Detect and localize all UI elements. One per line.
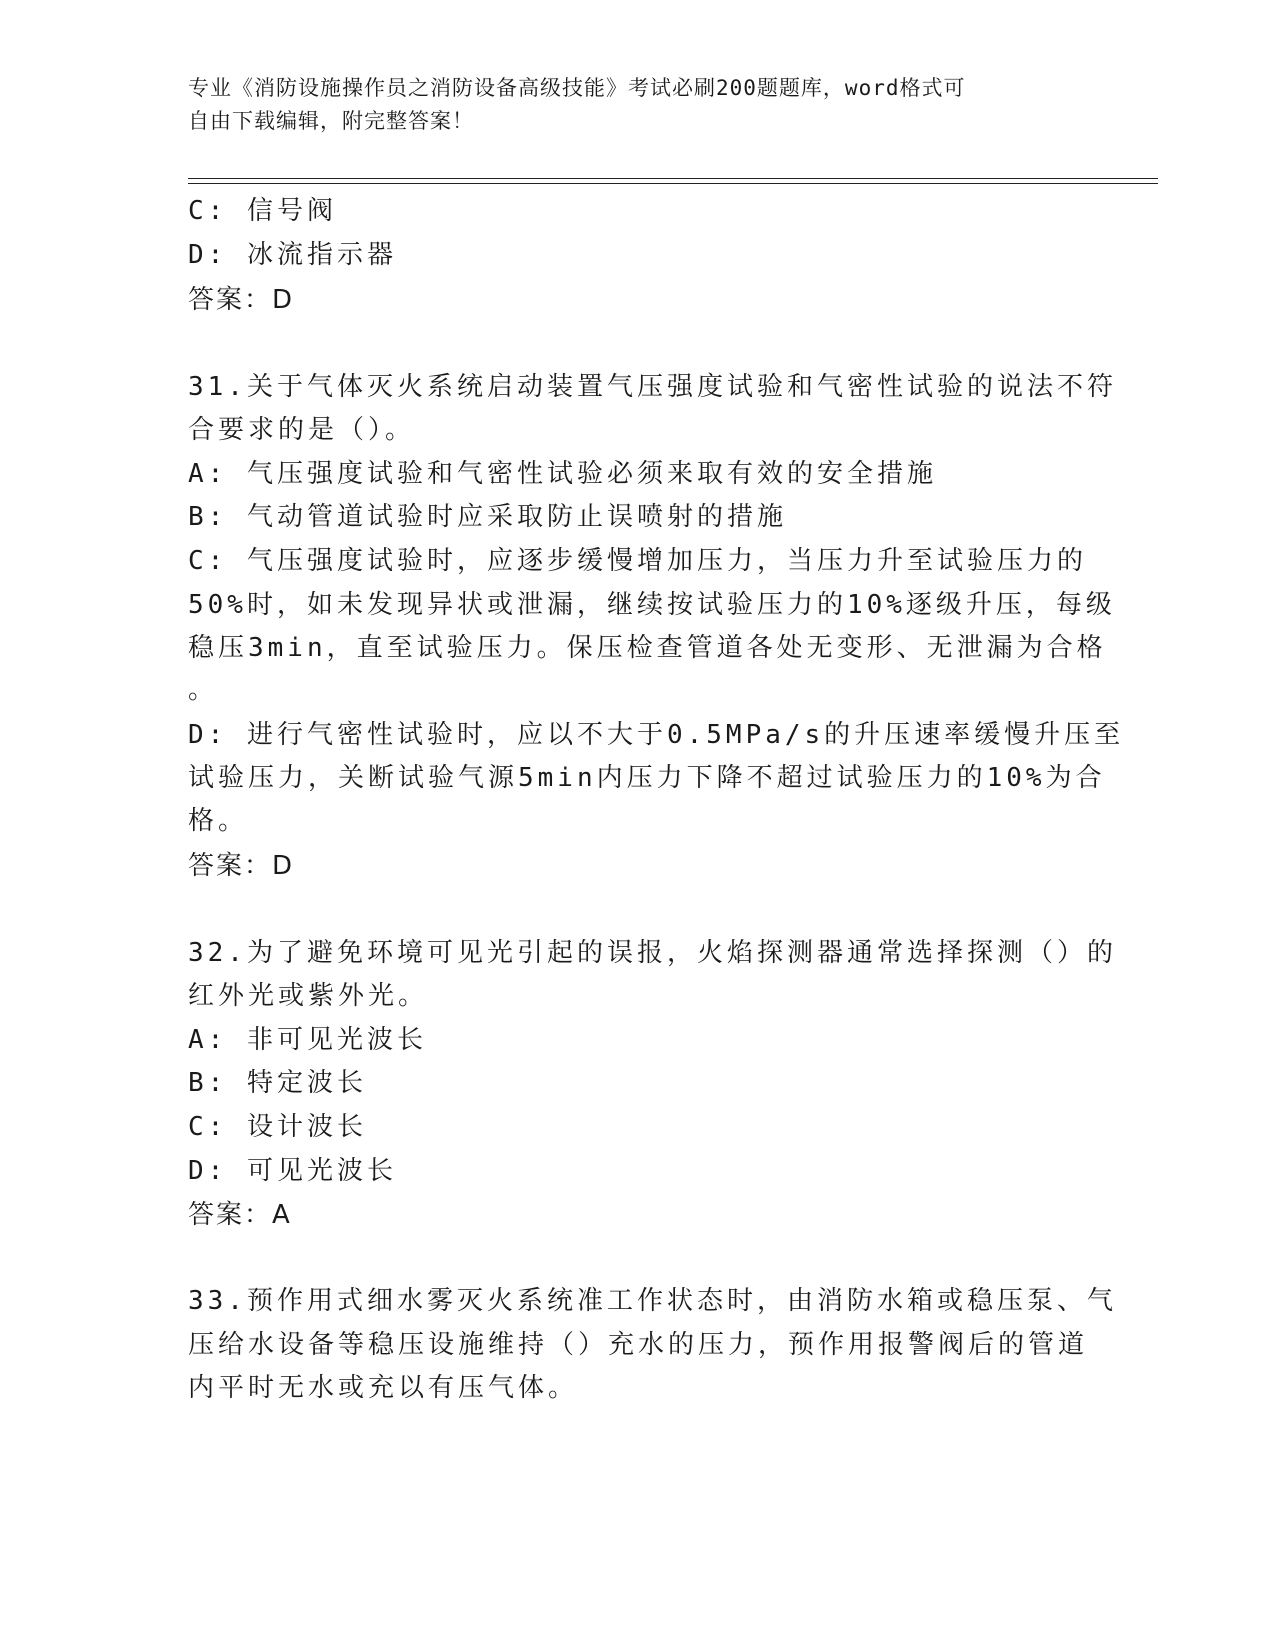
question-stem-continued: 合要求的是（）。 [188, 415, 416, 445]
document-header [188, 72, 1068, 138]
header-divider-bottom [188, 183, 1158, 184]
option-b: B: 特定波长 [188, 1068, 367, 1098]
option-c: C: 设计波长 [188, 1112, 367, 1142]
question-stem: 32.为了避免环境可见光引起的误报，火焰探测器通常选择探测（）的 [188, 938, 1117, 968]
header-line-1: 专业《消防设施操作员之消防设备高级技能》考试必刷200题题库，word格式可 [188, 76, 966, 100]
option-d-continued: 试验压力，关断试验气源5min内压力下降不超过试验压力的10%为合 [188, 763, 1106, 793]
option-d: D: 进行气密性试验时，应以不大于0.5MPa/s的升压速率缓慢升压至 [188, 720, 1125, 750]
answer-line: 答案：D [188, 851, 295, 881]
option-c: C: 信号阀 [188, 196, 337, 226]
answer-line: 答案：A [188, 1200, 292, 1230]
header-line-2: 自由下载编辑，附完整答案！ [188, 109, 474, 133]
header-divider-top [188, 178, 1158, 179]
option-c-continued: 50%时，如未发现异状或泄漏，继续按试验压力的10%逐级升压，每级 [188, 590, 1116, 620]
option-b: B: 气动管道试验时应采取防止误喷射的措施 [188, 502, 787, 532]
question-stem: 33.预作用式细水雾灭火系统准工作状态时，由消防水箱或稳压泵、气 [188, 1286, 1117, 1316]
question-stem-continued: 红外光或紫外光。 [188, 981, 429, 1011]
question-stem: 31.关于气体灭火系统启动装置气压强度试验和气密性试验的说法不符 [188, 372, 1117, 402]
question-stem-continued: 内平时无水或充以有压气体。 [188, 1373, 579, 1403]
option-a: A: 非可见光波长 [188, 1025, 427, 1055]
option-d: D: 冰流指示器 [188, 240, 397, 270]
option-d: D: 可见光波长 [188, 1156, 397, 1186]
option-d-continued: 格。 [188, 806, 249, 836]
option-c-continued: 。 [188, 675, 219, 705]
option-c: C: 气压强度试验时，应逐步缓慢增加压力，当压力升至试验压力的 [188, 546, 1087, 576]
option-a: A: 气压强度试验和气密性试验必须来取有效的安全措施 [188, 459, 937, 489]
option-c-continued: 稳压3min，直至试验压力。保压检查管道各处无变形、无泄漏为合格 [188, 633, 1107, 663]
answer-line: 答案：D [188, 285, 295, 315]
question-stem-continued: 压给水设备等稳压设施维持（）充水的压力，预作用报警阀后的管道 [188, 1330, 1089, 1360]
